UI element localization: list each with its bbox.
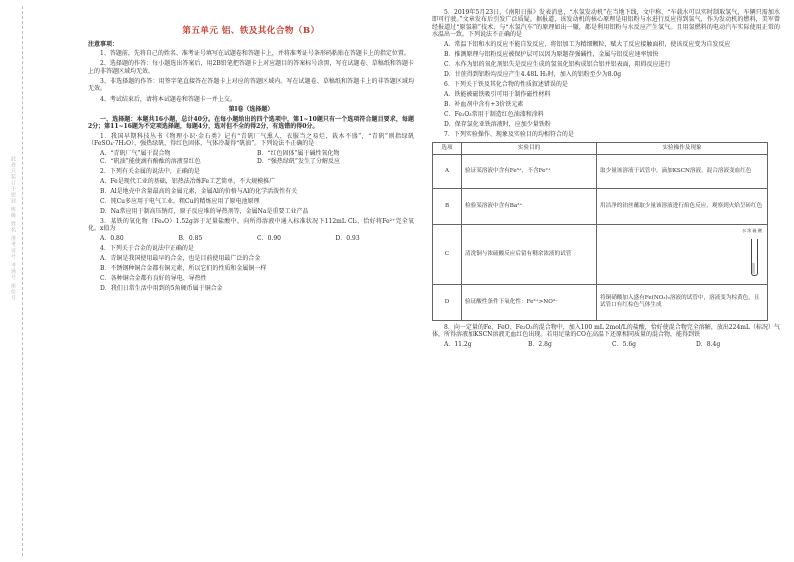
option[interactable]: B．推测原理与铝粉反应被保护层可以因为原题存强碱性，金属与铝反应速率加快 bbox=[444, 51, 659, 59]
binding-margin bbox=[8, 6, 34, 556]
option[interactable]: C．0.90 bbox=[257, 235, 281, 243]
option[interactable]: C．各种铜合金都有良好的导电、导热性 bbox=[100, 275, 207, 283]
option[interactable]: A．常温下铝和水的反应不能自发反应，将铝加工为精细颗粒，赋大了反应接触面积，使该反应变为自发反应 bbox=[444, 41, 731, 49]
table-header-row bbox=[433, 142, 768, 154]
table-row[interactable] bbox=[433, 188, 768, 224]
option[interactable]: A．11.2g bbox=[444, 341, 472, 349]
row-aim: 清洗铜与浓硫酸反应后留有剩余浓液的试管 bbox=[462, 224, 597, 284]
option[interactable]: D．“强热绿矾”发生了分解反应 bbox=[257, 157, 340, 165]
option[interactable]: D．Na常应用于制高压钠灯，原子反应堆的导热剂等，金属Na是重要工业产品 bbox=[100, 207, 309, 215]
page-title: 第五单元 铝、铁及其化合物（B） bbox=[182, 26, 320, 36]
option[interactable]: C．“矾油”能使滴有酚酞的溶液显红色 bbox=[100, 157, 201, 165]
option[interactable]: D．甘蔗得到铝粉均反应产生4.48L H₂时，加入的铝粉至少为8.0g bbox=[444, 71, 622, 79]
option[interactable]: D．保存氯化亚铁溶液时，应加少量铁粉 bbox=[444, 121, 551, 129]
question-7-table bbox=[432, 142, 768, 321]
option[interactable]: D．我们日常生活中用到的5角硬币属于铜合金 bbox=[100, 285, 223, 293]
option[interactable]: A．“青矾厂气”属于混合物 bbox=[100, 150, 171, 158]
option[interactable]: D．8.4g bbox=[696, 341, 721, 349]
test-tube-liquid bbox=[752, 263, 756, 274]
question-1-stem: 1．我国早期科技丛书《物理小识·金石类》记有“青矾厂气熏人，衣服当之易烂，栽木不盛”，“青矾”则指绿矾（FeSO₄·7H₂O），强热绿矾，得红色固体，气体冷凝得“矾油”。下列说法不正确的是 bbox=[88, 133, 414, 148]
question-1-options bbox=[88, 150, 414, 165]
row-operation bbox=[597, 224, 768, 284]
row-option: B bbox=[433, 188, 462, 224]
question-8-stem: 8．向一定量的Fe、FeO、Fe₂O₃的混合物中，加入100 mL 2mol/L的盐酸，恰好使混合物完全溶解，放出224mL（标况）气体，所得溶液加KSCN溶液无血红色出现。若用足量的CO在高温下还原相同质量的混合物，能得到铁 bbox=[432, 323, 780, 339]
question-4-stem: 4．下列关于合金的说法中正确的是 bbox=[100, 245, 194, 253]
right-column bbox=[432, 9, 780, 351]
notice-item: 1、答题前，先将自己的姓名、准考证号填写在试题卷和答题卡上，并将准考证号条形码粘贴在答题卡上的指定位置。 bbox=[100, 49, 410, 57]
option[interactable]: C．水作为铝的氧化剂铝失是反应生成的氢氧化铝构成铝合铝并铝表面，阻碍反应进行 bbox=[444, 61, 671, 69]
table-row[interactable] bbox=[433, 224, 768, 284]
table-header: 选项 bbox=[433, 142, 462, 154]
table-header: 实验目的 bbox=[462, 142, 597, 154]
row-operation: 取少量该溶液于试管中，滴加KSCN溶液，混合溶液变血红色 bbox=[597, 154, 768, 188]
binding-margin-text: 此卷只装订不密封 班级 姓名 准考证号 考场号 座位号 bbox=[10, 156, 16, 301]
row-aim: 验证某溶液中含有Fe³⁺，不含Fe²⁺ bbox=[462, 154, 597, 188]
row-operation: 用洁净的铂丝蘸取少量该溶液进行焰色反应，观察到火焰呈砖红色 bbox=[597, 188, 768, 224]
option[interactable]: B．不锈钢种铜合金都有铜元素，所以它们的性质和金属铜一样 bbox=[100, 265, 267, 273]
option[interactable]: A．Fe是现代工业的基础，铝热法冶炼Fe工艺简单，不大规模推广 bbox=[100, 177, 276, 185]
table-row[interactable] bbox=[433, 284, 768, 320]
option[interactable]: B．0.85 bbox=[178, 235, 203, 243]
notice-item: 3、非选择题的作答：用签字笔直接答在答题卡上对应的答题区域内。写在试题卷、草稿纸和答题卡上的非答题区域均无效。 bbox=[88, 78, 414, 93]
question-2-stem: 2．下列有关金属的说法中，正确的是 bbox=[100, 167, 200, 175]
notice-item: 4、考试结束后，请将本试题卷和答题卡一并上交。 bbox=[100, 95, 236, 103]
row-option: C bbox=[433, 224, 462, 284]
question-7-stem: 7．下列实验操作、现象及实验目的均相符合的是 bbox=[444, 131, 574, 139]
question-5-stem: 5．2019年5月23日，《南阳日报》发表消息，“水氢发动机”在当地下线，文中称，“车载水可以实时制取氢气，车辆只需加水即可行驶。”文章发布后引发广泛质疑。据报道，该发动机的核心原理是用铝粉与水进行反应得到氢气，作为发动机的燃料，美军曾经报道过“原氢箱”技术，与“水氢汽车”的原理如出一辙，都是利用铝粉与水反应产生氢气。且用氢燃料的电动汽车实际使用正常的水温出一致。下列说法不正确的是 bbox=[432, 9, 780, 39]
row-option: A bbox=[433, 154, 462, 188]
option[interactable]: B．Al是地壳中含量最高的金属元素，金属Al的价格与Al的化学活泼性有关 bbox=[100, 187, 298, 195]
row-aim: 检验某溶液中含有Ba²⁺ bbox=[462, 188, 597, 224]
question-8-options bbox=[432, 341, 780, 348]
notice-item: 2、选择题的作答：每小题选出答案后，用2B铅笔把答题卡上对应题目的答案标号涂黑，写在试题卷、草稿纸和答题卡上的非答题区域均无效。 bbox=[88, 60, 414, 75]
option[interactable]: C．5.6g bbox=[612, 341, 636, 349]
part-heading: 第Ⅰ卷（选择题） bbox=[228, 106, 274, 114]
row-option: D bbox=[433, 284, 462, 320]
test-tube-label: 水 浓 硫 酸 bbox=[742, 228, 762, 234]
option[interactable]: D．0.93 bbox=[335, 235, 360, 243]
option[interactable]: A．铁能被磁铁吸引可用于制作磁性材料 bbox=[444, 91, 551, 99]
table-header: 实验操作及现象 bbox=[597, 142, 768, 154]
option[interactable]: A．青铜是我国使用最早的合金，也是目前使用最广泛的合金 bbox=[100, 255, 261, 263]
question-3-stem: 3．某铁的氧化物（FeₓO）1.52g溶于足量盐酸中，向所得溶液中通入标准状况下112mL Cl₂，恰好将Fe²⁺完全氧化。x值为 bbox=[88, 217, 414, 233]
option[interactable]: C．Fe₂O₃常用于制造红色油漆和涂料 bbox=[444, 111, 544, 119]
question-3-options bbox=[88, 235, 414, 242]
option[interactable]: C．钝Cu多应用于电气工业，粗Cu的精炼应用了原电池原理 bbox=[100, 197, 260, 205]
notice-heading: 注意事项： bbox=[88, 41, 119, 49]
seal-dashed-line bbox=[22, 6, 23, 556]
left-column bbox=[88, 28, 414, 295]
test-tube-diagram bbox=[742, 229, 764, 279]
option[interactable]: B．“红色固体”属于碱性氧化物 bbox=[257, 150, 340, 158]
row-operation: 将铜硝酸加入盛有Fe(NO₃)₂溶液的试管中，溶液变为棕黄色，且试管口有红棕色气体生成 bbox=[597, 284, 768, 320]
option[interactable]: A．0.80 bbox=[100, 235, 124, 243]
row-aim: 验证酸性条件下氧化性：Fe³⁺>NO³⁻ bbox=[462, 284, 597, 320]
section-instructions: 一、选择题：本题共16小题，总计40分。在每小题给出的四个选项中，第1~10题只有一个选项符合题目要求，每题2分；第11~16题为不定项选择题，每题4分，选对但不全的得2分，有选错的得0分。 bbox=[88, 115, 414, 131]
table-row[interactable] bbox=[433, 154, 768, 188]
option[interactable]: B．补血剂中含有+3价铁元素 bbox=[444, 101, 524, 109]
question-6-stem: 6．下列关于铁及其化合物的性质叙述错误的是 bbox=[444, 81, 568, 89]
option[interactable]: B．2.8g bbox=[528, 341, 552, 349]
